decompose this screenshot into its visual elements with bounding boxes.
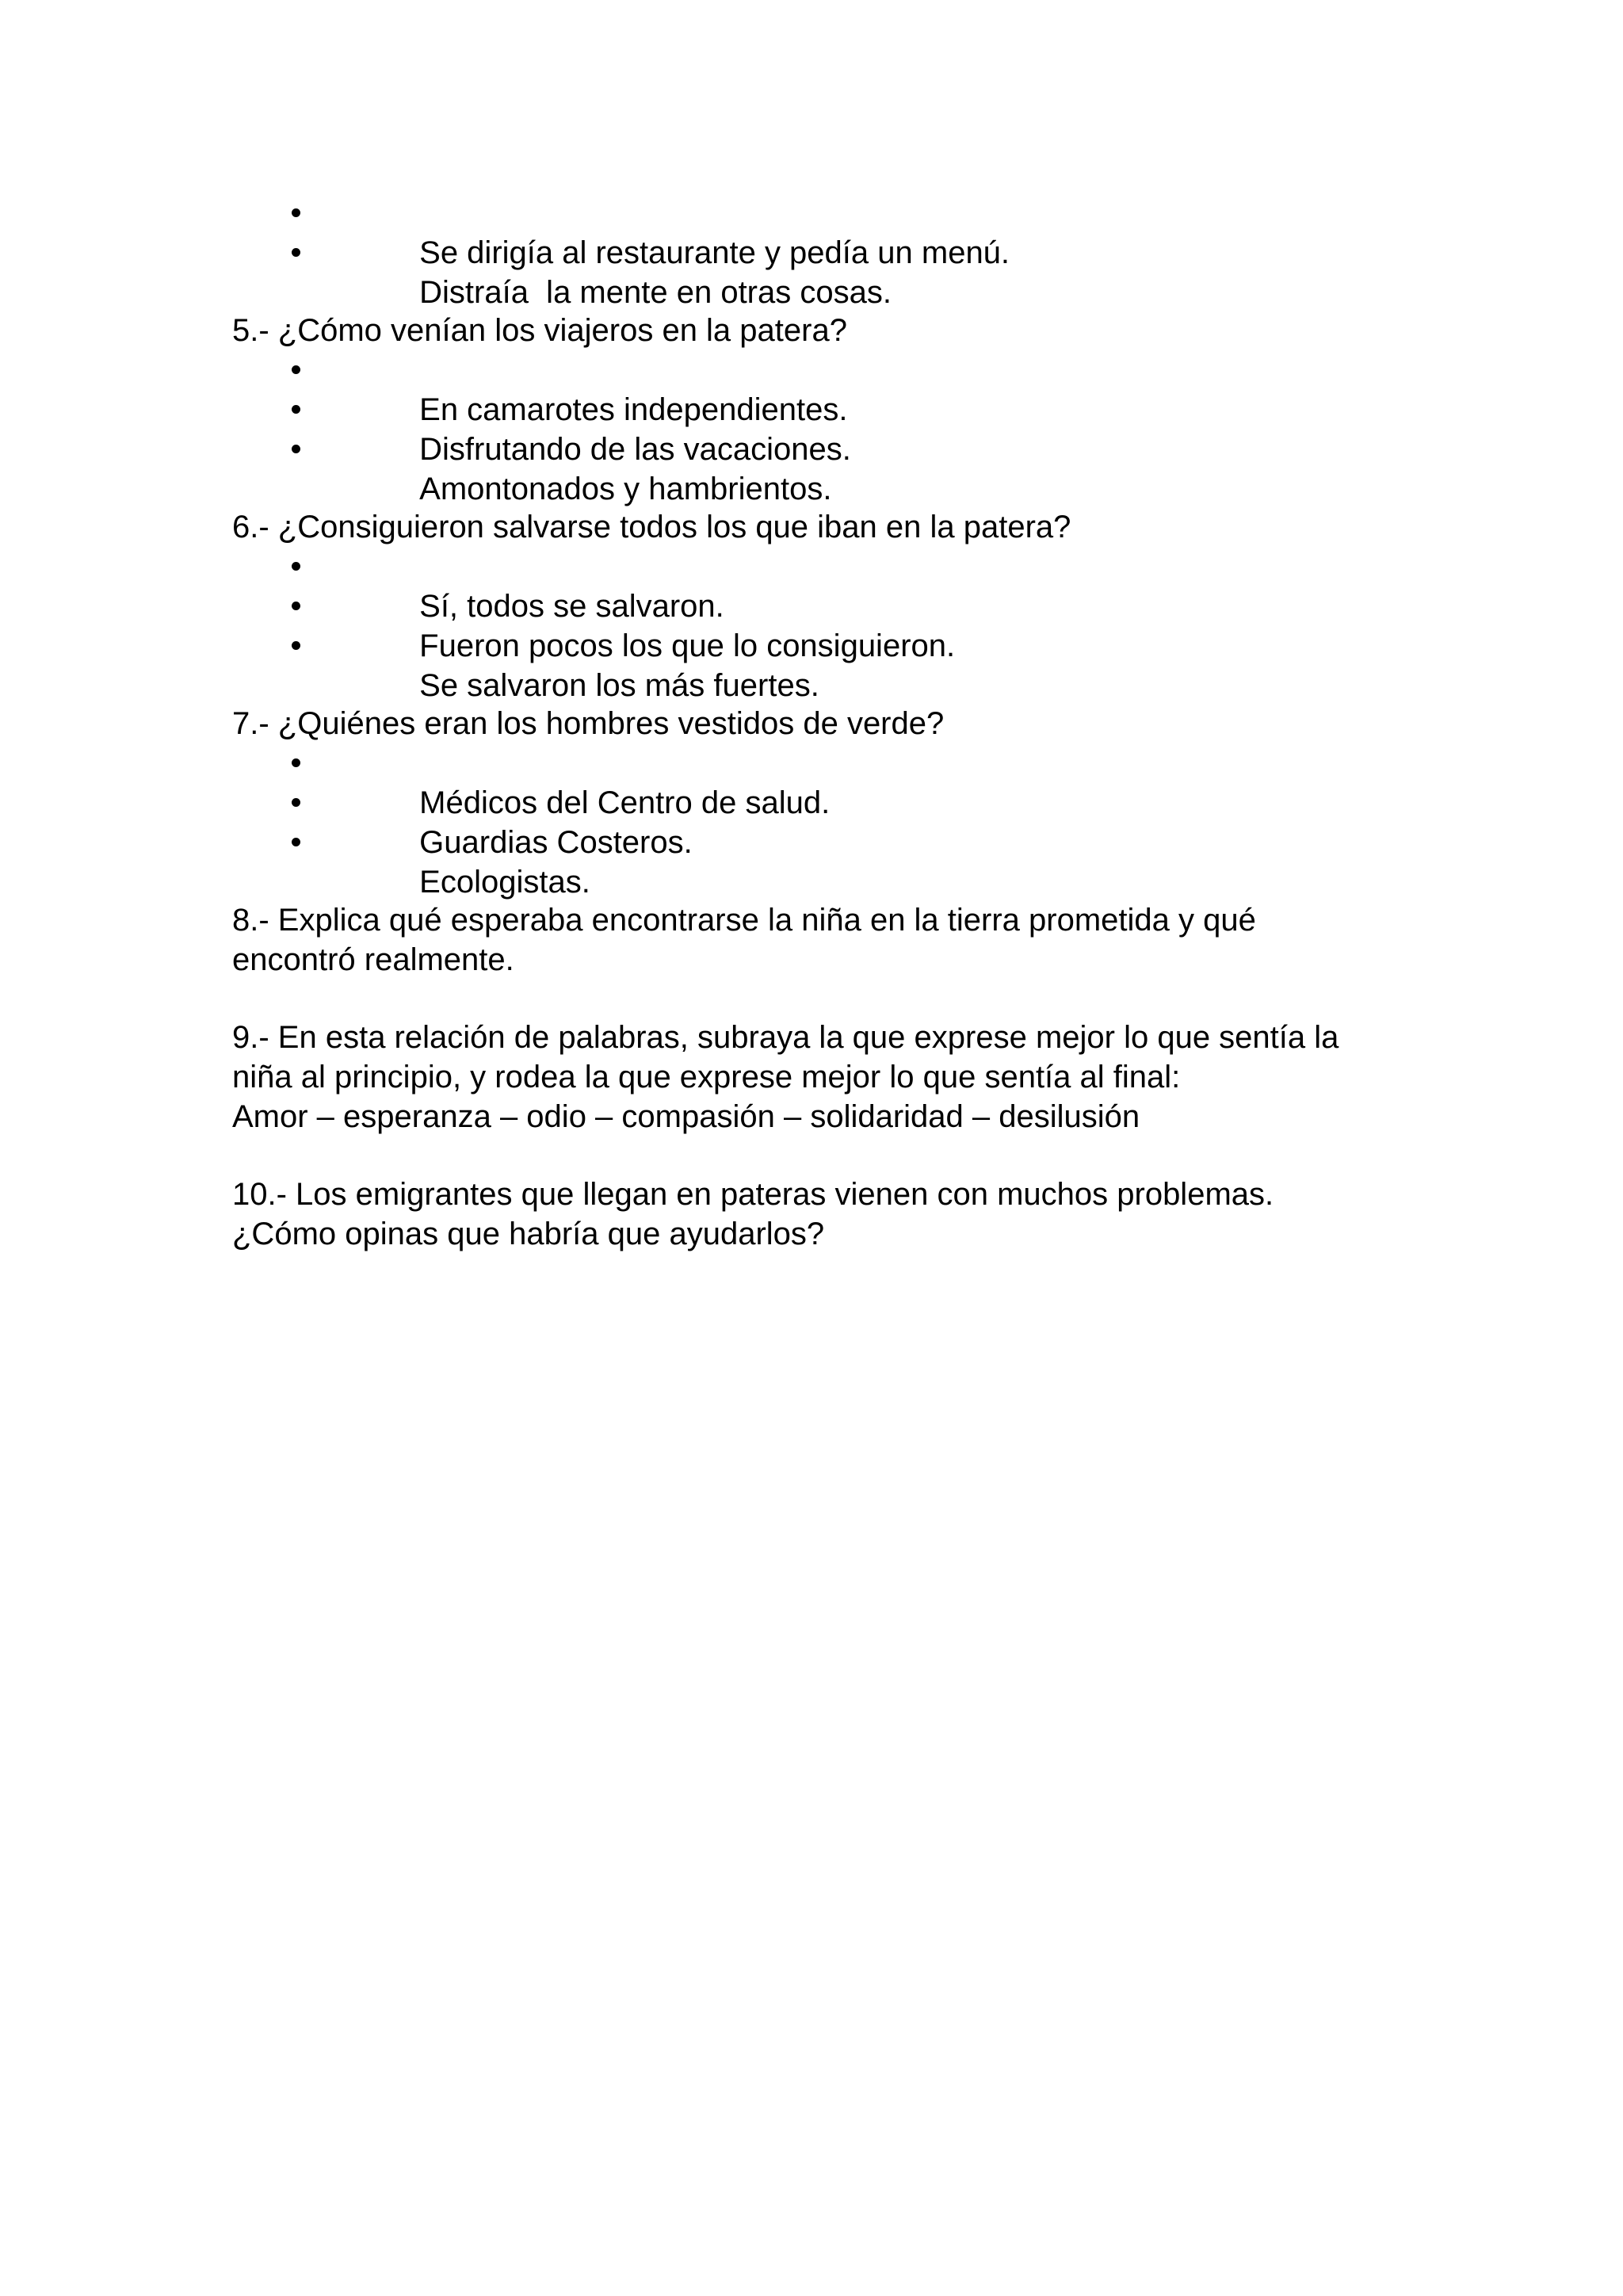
bullet-icon (292, 641, 300, 650)
document-content (232, 193, 1405, 1292)
question-text: 5.- ¿Cómo venían los viajeros en la patera? (232, 313, 847, 348)
option-item (232, 586, 1405, 663)
option-item (232, 390, 1405, 467)
option-item (232, 547, 1405, 624)
option-text: Sí, todos se salvaron. (419, 589, 724, 624)
option-text: Se salvaron los más fuertes. (419, 668, 819, 703)
option-text: Guardias Costeros. (419, 825, 693, 860)
question-text: ¿Cómo opinas que habría que ayudarlos? (232, 1217, 825, 1251)
option-text: Disfrutando de las vacaciones. (419, 432, 851, 467)
bullet-icon (292, 208, 300, 217)
option-item (232, 783, 1405, 860)
question-7-options (232, 743, 1405, 900)
question-10 (232, 1175, 1405, 1254)
bullet-icon (292, 602, 300, 610)
question-4-continuation (232, 193, 1405, 310)
question-text: niña al principio, y rodea la que exprese mejor lo que sentía al final: (232, 1060, 1181, 1095)
bullet-icon (292, 758, 300, 767)
question-5 (232, 311, 1405, 506)
question-text: 6.- ¿Consiguieron salvarse todos los que iban en la patera? (232, 510, 1071, 544)
bullet-icon (292, 248, 300, 257)
bullet-icon (292, 365, 300, 374)
option-item (232, 743, 1405, 820)
question-text: encontró realmente. (232, 942, 514, 977)
option-item (232, 430, 1405, 506)
option-item (232, 626, 1405, 703)
question-text: 8.- Explica qué esperaba encontrarse la niña en la tierra prometida y qué (232, 903, 1256, 938)
option-text: Se dirigía al restaurante y pedía un menú. (419, 235, 1010, 270)
question-6 (232, 507, 1405, 703)
option-text: Amontonados y hambrientos. (419, 472, 832, 506)
question-9 (232, 1018, 1405, 1137)
question-4-options (232, 193, 1405, 310)
option-text: Ecologistas. (419, 865, 590, 900)
question-text: 9.- En esta relación de palabras, subraya la que exprese mejor lo que sentía la (232, 1020, 1339, 1055)
option-text: Distraía la mente en otras cosas. (419, 275, 892, 310)
word-list: Amor – esperanza – odio – compasión – solidaridad – desilusión (232, 1099, 1140, 1134)
question-6-options (232, 547, 1405, 703)
question-text: 10.- Los emigrantes que llegan en pateras vienen con muchos problemas. (232, 1177, 1274, 1212)
bullet-icon (292, 562, 300, 571)
option-text: Médicos del Centro de salud. (419, 785, 831, 820)
option-item (232, 350, 1405, 427)
bullet-icon (292, 838, 300, 846)
bullet-icon (292, 445, 300, 453)
question-8 (232, 900, 1405, 980)
option-item (232, 823, 1405, 900)
bullet-icon (292, 405, 300, 414)
option-text: En camarotes independientes. (419, 392, 848, 427)
question-7 (232, 704, 1405, 900)
bullet-icon (292, 798, 300, 807)
option-item (232, 193, 1405, 270)
question-5-options (232, 350, 1405, 506)
option-text: Fueron pocos los que lo consiguieron. (419, 628, 956, 663)
option-item (232, 233, 1405, 310)
question-text: 7.- ¿Quiénes eran los hombres vestidos de verde? (232, 706, 945, 741)
